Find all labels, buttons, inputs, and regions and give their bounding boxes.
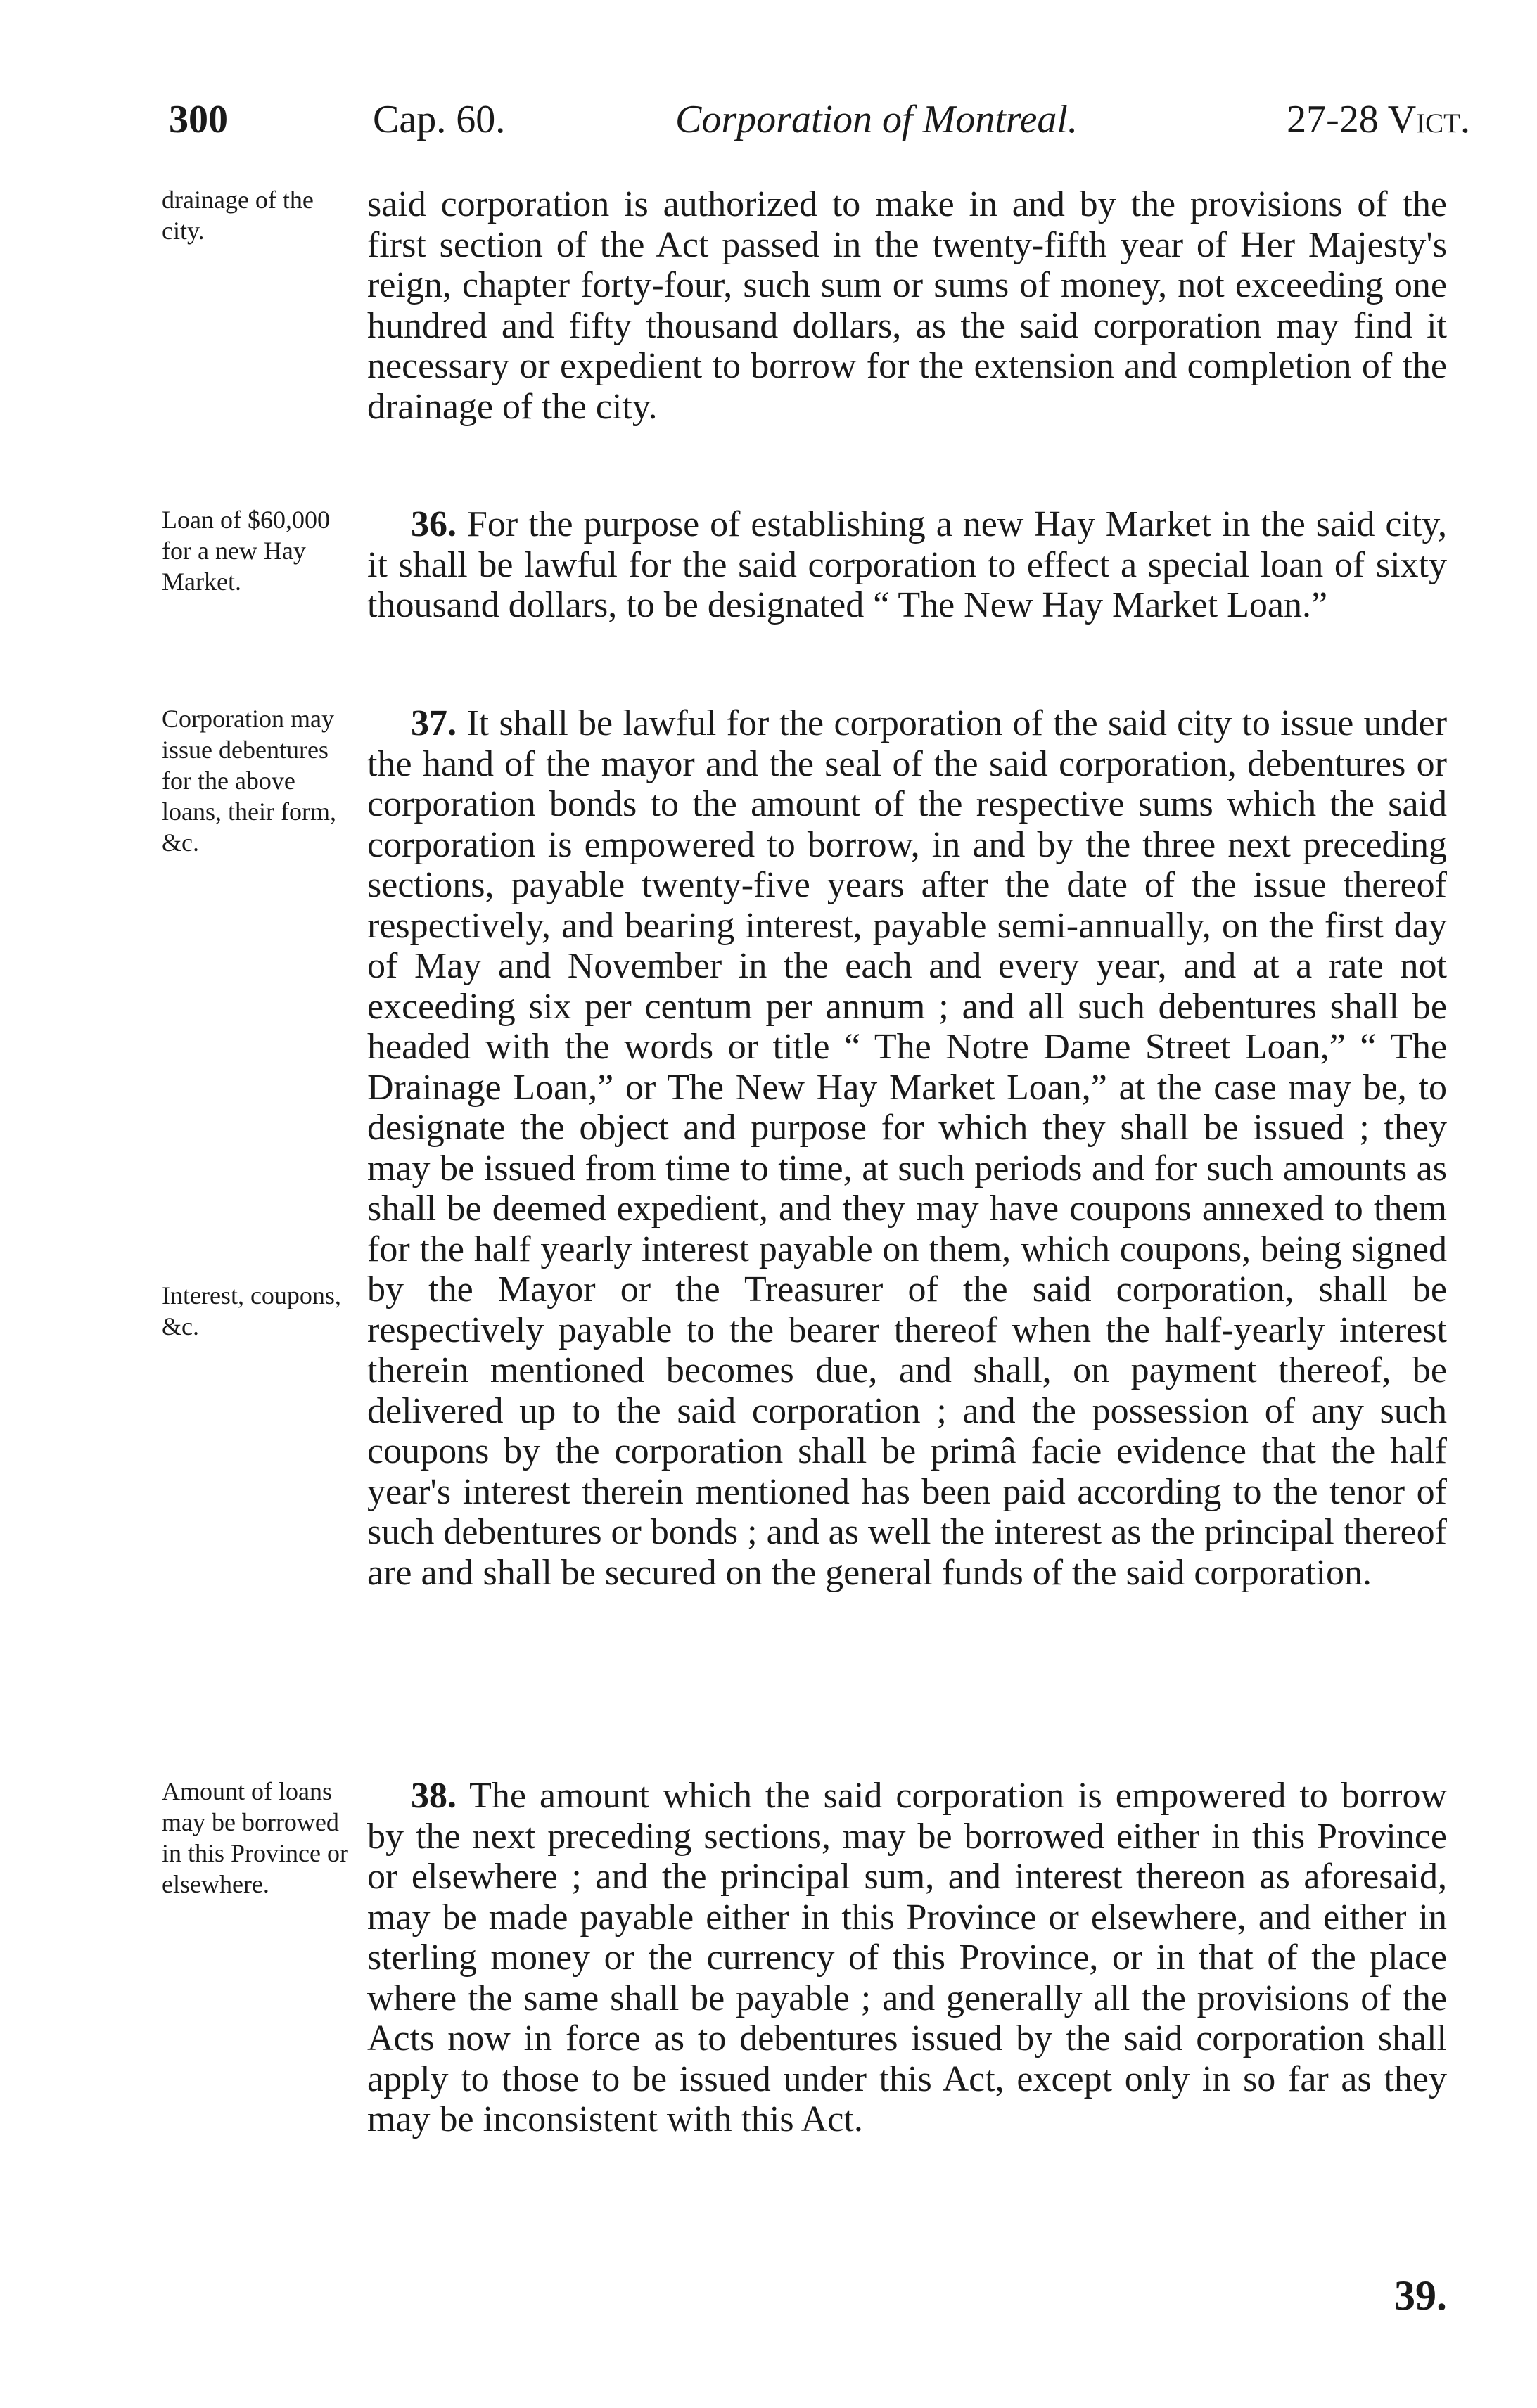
chapter-number: Cap. 60. bbox=[373, 98, 506, 141]
section-text bbox=[367, 184, 1447, 427]
section-number: 37. bbox=[411, 703, 457, 743]
margin-note: drainage of the city. bbox=[162, 186, 314, 245]
section-body: It shall be lawful for the corporation of the said city to issue under the hand of the mayor and the seal of the said corporation, debentures or corporation bonds to the amount of the respective sums which the said corporation is empowered to borrow, in and by the three next preceding sections, payable twenty-five years after the date of the issue thereof respectively, and bearing interest, payable semi-annually, on the first day of May and November in the each and every year, and at a rate not exceeding six per centum per annum ; and all such debentures shall be headed with the words or title “ The Notre Dame Street Loan,” “ The Drainage Loan,” or The New Hay Market Loan,” at the case may be, to designate the object and purpose for which they shall be issued ; they may be issued from time to time, at such periods and for such amounts as shall be deemed expedient, and they may have coupons annexed to them for the half yearly interest payable on them, which coupons, being signed by the Mayor or the Treasurer of the said corporation, shall be respectively payable to the bearer thereof when the half-yearly interest therein mentioned becomes due, and shall, on payment thereof, be delivered up to the said corporation ; and the possession of any such coupons by the corporation shall be primâ facie evidence that the half year's interest therein mentioned has been paid according to the tenor of such debentures or bonds ; and as well the interest as the principal thereof are and shall be secured on the general funds of the said corporation. bbox=[367, 703, 1448, 1593]
section-number: 38. bbox=[411, 1776, 457, 1816]
section-body: For the purpose of establishing a new Hay Market in the said city, it shall be lawful for the said corporation to effect a special loan of sixty thousand dollars, to be designated “ The New Hay Market Loan.” bbox=[367, 504, 1448, 625]
margin-note: Corporation may issue debentures for the above loans, their form, &c. bbox=[162, 705, 336, 857]
section-text bbox=[367, 1776, 1447, 2140]
margin-note: Amount of loans may be borrowed in this Province or elsewhere. bbox=[162, 1777, 348, 1898]
section-text bbox=[367, 504, 1447, 626]
section-body: said corporation is authorized to make in and by the provisions of the first section of the Act passed in the twenty-fifth year of Her Majesty's reign, chapter forty-four, such sum or sums of money, not exceeding one hundred and fifty thousand dollars, as the said corporation may find it necessary or expedient to borrow for the extension and completion of the drainage of the city. bbox=[367, 184, 1447, 427]
section-body: The amount which the said corporation is empowered to borrow by the next preceding sections, may be borrowed either in this Province or elsewhere ; and the principal sum, and interest thereon as aforesaid, may be made payable either in this Province or elsewhere, and either in sterling money or the currency of this Province, or in that of the place where the same shall be payable ; and generally all the provisions of the Acts now in force as to debentures issued by the said corporation shall apply to those to be issued under this Act, except only in so far as they may be inconsistent with this Act. bbox=[367, 1776, 1448, 2139]
signature-mark: 39. bbox=[1394, 2272, 1447, 2319]
section-text bbox=[367, 703, 1447, 1593]
running-head bbox=[169, 97, 1470, 153]
margin-note: Loan of $60,000 for a new Hay Market. bbox=[162, 506, 330, 596]
section-number: 36. bbox=[411, 504, 457, 544]
page-number: 300 bbox=[169, 98, 228, 141]
regnal-year: 27-28 Vict. bbox=[1287, 98, 1470, 141]
running-title: Corporation of Montreal. bbox=[675, 98, 1078, 141]
margin-note-interest: Interest, coupons, &c. bbox=[162, 1281, 341, 1340]
